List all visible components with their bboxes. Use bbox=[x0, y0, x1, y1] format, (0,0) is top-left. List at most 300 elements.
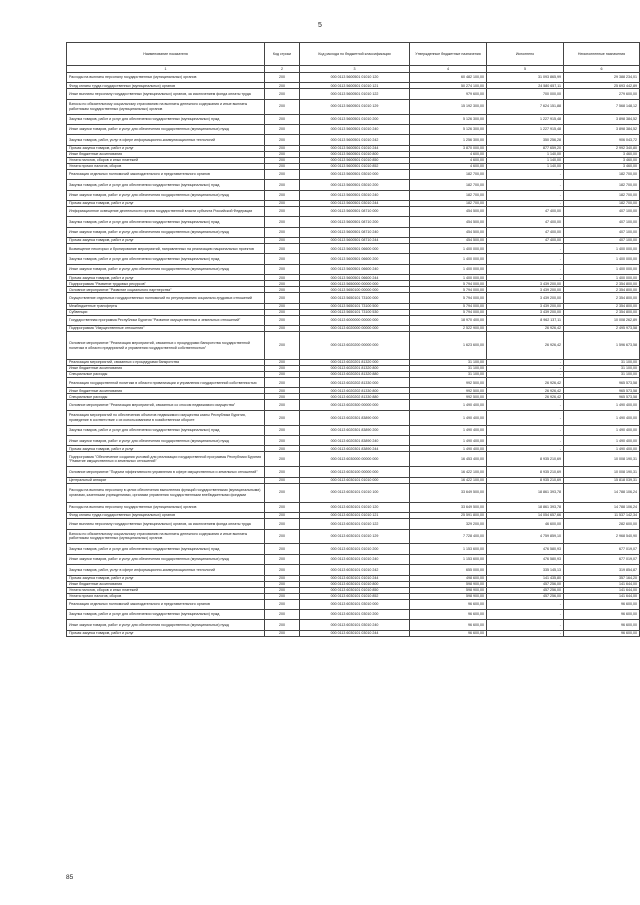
row-classification-cell: 000 0113 6030101 01010 850 bbox=[300, 587, 410, 593]
row-executed-cell: - bbox=[487, 372, 564, 378]
row-code-cell: 200 bbox=[265, 264, 300, 274]
row-approved-cell: 454 500,00 bbox=[410, 238, 487, 244]
row-code-cell: 200 bbox=[265, 227, 300, 237]
row-classification-cell: 000 0113 6020300 00000 000 bbox=[300, 400, 410, 410]
row-name-cell: Уплата налогов, сборов и иных платежей bbox=[67, 587, 265, 593]
row-code-cell: 200 bbox=[265, 309, 300, 315]
row-executed-cell: 3 439 200,00 bbox=[487, 293, 564, 303]
table-row bbox=[67, 483, 640, 502]
row-remaining-cell: 279 600,00 bbox=[564, 89, 640, 99]
row-approved-cell: 5 126 300,00 bbox=[410, 124, 487, 134]
table-row bbox=[67, 436, 640, 446]
row-executed-cell: - bbox=[487, 620, 564, 630]
row-executed-cell: 457 256,00 bbox=[487, 587, 564, 593]
row-remaining-cell: 96 600,00 bbox=[564, 620, 640, 630]
row-name-cell: Иные выплаты персоналу государственных (муниципальных) органов, за исключением фонда оплаты труда bbox=[67, 519, 265, 529]
row-executed-cell: 476 580,93 bbox=[487, 544, 564, 554]
row-executed-cell: - bbox=[487, 366, 564, 372]
row-executed-cell: 8 935 210,69 bbox=[487, 467, 564, 477]
table-row bbox=[67, 513, 640, 519]
table-row bbox=[67, 502, 640, 512]
row-approved-cell: 598 900,00 bbox=[410, 581, 487, 587]
row-code-cell: 200 bbox=[265, 372, 300, 378]
row-remaining-cell: 2 354 800,00 bbox=[564, 309, 640, 315]
row-approved-cell: 96 600,00 bbox=[410, 620, 487, 630]
row-classification-cell: 000 0113 5600501 08710 240 bbox=[300, 227, 410, 237]
table-row bbox=[67, 332, 640, 360]
row-remaining-cell: 1 490 400,00 bbox=[564, 400, 640, 410]
row-executed-cell: - bbox=[487, 275, 564, 281]
row-executed-cell: 18 861 393,78 bbox=[487, 502, 564, 512]
table-row bbox=[67, 293, 640, 303]
row-approved-cell: 25 591 800,00 bbox=[410, 513, 487, 519]
row-executed-cell: 47 400,00 bbox=[487, 206, 564, 216]
row-remaining-cell: 407 100,00 bbox=[564, 217, 640, 227]
header-approved: Утвержденные бюджетные назначения bbox=[410, 43, 487, 66]
row-approved-cell: 1 490 400,00 bbox=[410, 436, 487, 446]
table-row bbox=[67, 529, 640, 544]
table-row bbox=[67, 89, 640, 99]
row-approved-cell: 31 100,00 bbox=[410, 366, 487, 372]
row-approved-cell: 1 153 600,00 bbox=[410, 544, 487, 554]
row-executed-cell: - bbox=[487, 436, 564, 446]
row-name-cell: Иные бюджетные ассигнования bbox=[67, 366, 265, 372]
table-body bbox=[67, 73, 640, 637]
row-approved-cell: 16 422 100,00 bbox=[410, 467, 487, 477]
column-number: 2 bbox=[265, 66, 300, 73]
row-code-cell: 200 bbox=[265, 587, 300, 593]
row-classification-cell: 000 0113 6030101 01010 200 bbox=[300, 544, 410, 554]
row-remaining-cell: 96 600,00 bbox=[564, 609, 640, 619]
row-code-cell: 200 bbox=[265, 360, 300, 366]
row-approved-cell: 182 700,00 bbox=[410, 190, 487, 200]
row-remaining-cell: 2 354 800,00 bbox=[564, 303, 640, 309]
row-name-cell: Субвенции bbox=[67, 309, 265, 315]
row-classification-cell: 000 0113 6020000 00000 000 bbox=[300, 326, 410, 332]
row-executed-cell: - bbox=[487, 254, 564, 264]
row-remaining-cell: 319 854,87 bbox=[564, 565, 640, 575]
row-name-cell: Закупка товаров, работ и услуг для обеспечения государственных (муниципальных) нужд bbox=[67, 114, 265, 124]
row-classification-cell: 000 0113 6030101 01010 120 bbox=[300, 502, 410, 512]
row-classification-cell: 000 0113 5600501 06600 240 bbox=[300, 264, 410, 274]
row-executed-cell: - bbox=[487, 630, 564, 636]
row-remaining-cell: 31 100,00 bbox=[564, 366, 640, 372]
row-remaining-cell: 10 008 190,31 bbox=[564, 452, 640, 467]
row-remaining-cell: 1 490 400,00 bbox=[564, 410, 640, 425]
row-code-cell: 200 bbox=[265, 502, 300, 512]
row-code-cell: 200 bbox=[265, 303, 300, 309]
row-executed-cell: - bbox=[487, 264, 564, 274]
page-number: 5 bbox=[318, 22, 322, 29]
row-remaining-cell: 141 644,00 bbox=[564, 587, 640, 593]
table-row bbox=[67, 609, 640, 619]
table-row bbox=[67, 554, 640, 564]
row-remaining-cell: 25 693 442,89 bbox=[564, 83, 640, 89]
row-name-cell: Иные бюджетные ассигнования bbox=[67, 151, 265, 157]
row-executed-cell: 31 093 865,99 bbox=[487, 73, 564, 83]
row-code-cell: 200 bbox=[265, 169, 300, 179]
row-name-cell: Закупка товаров, работ, услуг в сфере информационно-коммуникационных технологий bbox=[67, 135, 265, 145]
table-row bbox=[67, 467, 640, 477]
row-classification-cell: 000 0113 6020301 83890 244 bbox=[300, 446, 410, 452]
row-executed-cell: 700 000,00 bbox=[487, 89, 564, 99]
row-approved-cell: 1 153 600,00 bbox=[410, 554, 487, 564]
row-remaining-cell: 1 400 000,00 bbox=[564, 264, 640, 274]
row-remaining-cell: 2 495 973,58 bbox=[564, 326, 640, 332]
column-number-row bbox=[67, 66, 640, 73]
row-code-cell: 200 bbox=[265, 519, 300, 529]
row-executed-cell: 26 926,42 bbox=[487, 326, 564, 332]
row-executed-cell: 335 145,13 bbox=[487, 565, 564, 575]
row-remaining-cell: 1 400 000,00 bbox=[564, 254, 640, 264]
row-name-cell: Реализация отдельных полномочий законодательного и представительного органов bbox=[67, 599, 265, 609]
row-name-cell: Закупка товаров, работ и услуг для обеспечения государственных (муниципальных) нужд bbox=[67, 544, 265, 554]
row-remaining-cell: 407 100,00 bbox=[564, 206, 640, 216]
row-executed-cell: 3 439 200,00 bbox=[487, 309, 564, 315]
row-remaining-cell: 182 700,00 bbox=[564, 200, 640, 206]
row-approved-cell: 96 600,00 bbox=[410, 609, 487, 619]
row-remaining-cell: 10 008 190,31 bbox=[564, 467, 640, 477]
row-remaining-cell: 14 788 106,24 bbox=[564, 483, 640, 502]
row-executed-cell: - bbox=[487, 425, 564, 435]
row-name-cell: Осуществление отдельных государственных полномочий по регулированию социально-трудовых отношений bbox=[67, 293, 265, 303]
row-name-cell: Прочая закупка товаров, работ и услуг bbox=[67, 200, 265, 206]
row-approved-cell: 1 490 400,00 bbox=[410, 446, 487, 452]
row-classification-cell: 000 0113 6020201 81320 880 bbox=[300, 372, 410, 378]
row-approved-cell: 4 600,00 bbox=[410, 163, 487, 169]
row-approved-cell: 2 522 900,00 bbox=[410, 326, 487, 332]
row-approved-cell: 1 400 000,00 bbox=[410, 254, 487, 264]
row-classification-cell: 000 0113 5600501 08710 244 bbox=[300, 238, 410, 244]
row-remaining-cell: 1 596 673,58 bbox=[564, 332, 640, 360]
row-code-cell: 200 bbox=[265, 114, 300, 124]
row-remaining-cell: 1 490 400,00 bbox=[564, 425, 640, 435]
row-approved-cell: 1 256 300,00 bbox=[410, 135, 487, 145]
row-approved-cell: 5 794 000,00 bbox=[410, 287, 487, 293]
row-remaining-cell: 182 700,00 bbox=[564, 169, 640, 179]
row-classification-cell: 000 0113 5650101 73100 000 bbox=[300, 293, 410, 303]
row-name-cell: Основное мероприятие "Подъем эффективности управления в сфере имущественных и земельных отношений" bbox=[67, 467, 265, 477]
row-code-cell: 200 bbox=[265, 315, 300, 325]
row-remaining-cell: 31 100,00 bbox=[564, 360, 640, 366]
row-name-cell: Реализация государственной политики в области приватизации и управления государственной собственностью bbox=[67, 378, 265, 388]
row-name-cell: Иные бюджетные ассигнования bbox=[67, 388, 265, 394]
row-approved-cell: 5 794 000,00 bbox=[410, 303, 487, 309]
row-name-cell: Подпрограмма "Имущественные отношения" bbox=[67, 326, 265, 332]
row-executed-cell: 350 256,28 bbox=[487, 135, 564, 145]
row-classification-cell: 000 0113 5600501 08710 200 bbox=[300, 217, 410, 227]
row-executed-cell: - bbox=[487, 360, 564, 366]
row-remaining-cell: 407 100,00 bbox=[564, 238, 640, 244]
row-code-cell: 200 bbox=[265, 238, 300, 244]
table-row bbox=[67, 264, 640, 274]
row-name-cell: Основное мероприятие "Реализация мероприятий, связанных с процедурами банкротства государственной политики в области предприятий и управления государственной собственностью" bbox=[67, 332, 265, 360]
row-approved-cell: 182 700,00 bbox=[410, 180, 487, 190]
row-approved-cell: 598 900,00 bbox=[410, 593, 487, 599]
row-approved-cell: 498 600,00 bbox=[410, 575, 487, 581]
table-row bbox=[67, 599, 640, 609]
row-approved-cell: 1 400 000,00 bbox=[410, 264, 487, 274]
row-executed-cell: 8 935 210,69 bbox=[487, 477, 564, 483]
row-code-cell: 200 bbox=[265, 293, 300, 303]
row-name-cell: Расходы на выплаты персоналу государственных (муниципальных) органов bbox=[67, 502, 265, 512]
row-name-cell: Реализация мероприятий по обеспечению объектов недвижимого имущества казны Республики Бурятия, проведение в соответствие с их использованием в хозяйственном обороте bbox=[67, 410, 265, 425]
row-classification-cell: 000 0113 6020201 81320 000 bbox=[300, 360, 410, 366]
row-classification-cell: 000 0113 6030101 03010 240 bbox=[300, 620, 410, 630]
row-classification-cell: 000 0113 6030101 01010 129 bbox=[300, 529, 410, 544]
row-classification-cell: 000 0113 5600501 06600 000 bbox=[300, 244, 410, 254]
column-number: 6 bbox=[564, 66, 640, 73]
row-executed-cell: 3 439 200,00 bbox=[487, 287, 564, 293]
row-executed-cell: - bbox=[487, 190, 564, 200]
row-classification-cell: 000 0113 6030101 01010 244 bbox=[300, 575, 410, 581]
row-executed-cell: 1 227 915,48 bbox=[487, 114, 564, 124]
row-remaining-cell: 182 700,00 bbox=[564, 180, 640, 190]
row-code-cell: 200 bbox=[265, 575, 300, 581]
row-code-cell: 200 bbox=[265, 630, 300, 636]
header-classification: Код расхода по бюджетной классификации bbox=[300, 43, 410, 66]
table-row bbox=[67, 227, 640, 237]
row-executed-cell: 476 580,93 bbox=[487, 554, 564, 564]
row-name-cell: Уплата прочих налогов, сборов bbox=[67, 163, 265, 169]
row-code-cell: 200 bbox=[265, 157, 300, 163]
row-code-cell: 200 bbox=[265, 378, 300, 388]
row-code-cell: 200 bbox=[265, 400, 300, 410]
row-code-cell: 200 bbox=[265, 581, 300, 587]
row-code-cell: 200 bbox=[265, 410, 300, 425]
row-approved-cell: 329 200,00 bbox=[410, 519, 487, 529]
row-remaining-cell: 15 818 039,31 bbox=[564, 477, 640, 483]
row-approved-cell: 3 870 000,00 bbox=[410, 145, 487, 151]
row-remaining-cell: 10 008 262,89 bbox=[564, 315, 640, 325]
row-code-cell: 200 bbox=[265, 89, 300, 99]
row-classification-cell: 000 0113 5650101 73100 530 bbox=[300, 309, 410, 315]
row-name-cell: Реализация мероприятий, связанных с процедурами банкротства bbox=[67, 360, 265, 366]
row-remaining-cell: 3 898 384,52 bbox=[564, 124, 640, 134]
row-executed-cell: 1 140,00 bbox=[487, 157, 564, 163]
table-row bbox=[67, 287, 640, 293]
row-remaining-cell: 2 354 800,00 bbox=[564, 287, 640, 293]
row-name-cell: Подпрограмма "Развитие трудовых ресурсов" bbox=[67, 281, 265, 287]
row-remaining-cell: 182 700,00 bbox=[564, 190, 640, 200]
row-code-cell: 200 bbox=[265, 599, 300, 609]
table-header-row bbox=[67, 43, 640, 66]
row-name-cell: Иные бюджетные ассигнования bbox=[67, 581, 265, 587]
row-name-cell: Возмещение некоторых и бронирование мероприятий, направленных на реализацию национальных проектов bbox=[67, 244, 265, 254]
row-executed-cell: - bbox=[487, 400, 564, 410]
row-executed-cell: 1 140,00 bbox=[487, 151, 564, 157]
row-classification-cell: 000 0113 5650000 00000 000 bbox=[300, 281, 410, 287]
row-remaining-cell: 2 992 340,80 bbox=[564, 145, 640, 151]
table-row bbox=[67, 565, 640, 575]
row-approved-cell: 96 600,00 bbox=[410, 599, 487, 609]
row-classification-cell: 000 0113 6020301 83890 000 bbox=[300, 410, 410, 425]
row-classification-cell: 000 0113 6030000 00000 000 bbox=[300, 452, 410, 467]
row-executed-cell: 1 227 915,48 bbox=[487, 124, 564, 134]
table-row bbox=[67, 452, 640, 467]
row-code-cell: 200 bbox=[265, 593, 300, 599]
row-approved-cell: 1 623 600,00 bbox=[410, 332, 487, 360]
row-classification-cell: 000 0113 5600501 08710 000 bbox=[300, 206, 410, 216]
row-remaining-cell: 3 460,00 bbox=[564, 157, 640, 163]
table-row bbox=[67, 73, 640, 83]
row-executed-cell: 24 580 657,11 bbox=[487, 83, 564, 89]
footer-number: 85 bbox=[66, 874, 74, 881]
row-code-cell: 200 bbox=[265, 513, 300, 519]
table-row bbox=[67, 180, 640, 190]
row-code-cell: 200 bbox=[265, 163, 300, 169]
row-approved-cell: 979 600,00 bbox=[410, 89, 487, 99]
table-row bbox=[67, 124, 640, 134]
row-remaining-cell: 141 644,00 bbox=[564, 593, 640, 599]
row-executed-cell: 47 400,00 bbox=[487, 227, 564, 237]
row-classification-cell: 000 0113 6030101 01010 240 bbox=[300, 554, 410, 564]
row-executed-cell: 46 600,00 bbox=[487, 519, 564, 529]
row-code-cell: 200 bbox=[265, 388, 300, 394]
row-name-cell: Иные закупки товаров, работ и услуг для обеспечения государственных (муниципальных) нужд bbox=[67, 554, 265, 564]
table-row bbox=[67, 99, 640, 114]
row-executed-cell: - bbox=[487, 446, 564, 452]
row-remaining-cell: 3 460,00 bbox=[564, 163, 640, 169]
row-name-cell: Прочая закупка товаров, работ и услуг bbox=[67, 238, 265, 244]
column-number: 3 bbox=[300, 66, 410, 73]
row-remaining-cell: 2 968 540,90 bbox=[564, 529, 640, 544]
row-executed-cell: 141 435,80 bbox=[487, 575, 564, 581]
row-approved-cell: 15 192 300,00 bbox=[410, 99, 487, 114]
table-row bbox=[67, 217, 640, 227]
row-code-cell: 200 bbox=[265, 366, 300, 372]
row-approved-cell: 4 600,00 bbox=[410, 151, 487, 157]
row-code-cell: 200 bbox=[265, 83, 300, 89]
table-row bbox=[67, 135, 640, 145]
row-classification-cell: 000 0113 5600501 01010 122 bbox=[300, 89, 410, 99]
row-executed-cell: - bbox=[487, 599, 564, 609]
row-approved-cell: 33 649 500,00 bbox=[410, 483, 487, 502]
row-remaining-cell: 7 568 148,12 bbox=[564, 99, 640, 114]
row-remaining-cell: 965 573,58 bbox=[564, 394, 640, 400]
row-remaining-cell: 282 600,00 bbox=[564, 519, 640, 529]
row-classification-cell: 000 0113 6030101 01010 122 bbox=[300, 519, 410, 529]
row-classification-cell: 000 0113 6030101 03010 244 bbox=[300, 630, 410, 636]
row-name-cell: Подпрограмма "Обеспечение создания условий для реализации государственной программы Республики Бурятия "Развитие имущественных и земельных отношений" bbox=[67, 452, 265, 467]
row-code-cell: 200 bbox=[265, 436, 300, 446]
row-code-cell: 200 bbox=[265, 326, 300, 332]
row-name-cell: Прочая закупка товаров, работ и услуг bbox=[67, 275, 265, 281]
row-classification-cell: 000 0113 6030101 01010 242 bbox=[300, 565, 410, 575]
row-approved-cell: 182 700,00 bbox=[410, 169, 487, 179]
row-approved-cell: 5 794 000,00 bbox=[410, 309, 487, 315]
row-code-cell: 200 bbox=[265, 565, 300, 575]
row-code-cell: 200 bbox=[265, 217, 300, 227]
row-remaining-cell: 1 400 000,00 bbox=[564, 244, 640, 254]
row-remaining-cell: 96 600,00 bbox=[564, 630, 640, 636]
row-executed-cell: 3 439 200,00 bbox=[487, 281, 564, 287]
row-code-cell: 200 bbox=[265, 620, 300, 630]
row-remaining-cell: 1 400 000,00 bbox=[564, 275, 640, 281]
table-row bbox=[67, 244, 640, 254]
row-approved-cell: 1 490 400,00 bbox=[410, 410, 487, 425]
row-code-cell: 200 bbox=[265, 332, 300, 360]
row-name-cell: Специальные расходы bbox=[67, 372, 265, 378]
row-code-cell: 200 bbox=[265, 544, 300, 554]
table-row bbox=[67, 425, 640, 435]
table-row bbox=[67, 400, 640, 410]
row-code-cell: 200 bbox=[265, 529, 300, 544]
row-remaining-cell: 906 043,72 bbox=[564, 135, 640, 145]
row-approved-cell: 992 500,00 bbox=[410, 394, 487, 400]
row-remaining-cell: 3 898 384,52 bbox=[564, 114, 640, 124]
row-code-cell: 200 bbox=[265, 467, 300, 477]
row-remaining-cell: 29 388 234,01 bbox=[564, 73, 640, 83]
row-remaining-cell: 2 354 800,00 bbox=[564, 293, 640, 303]
row-classification-cell: 000 0113 5600501 01010 244 bbox=[300, 145, 410, 151]
row-classification-cell: 000 0113 5600501 03010 000 bbox=[300, 169, 410, 179]
row-approved-cell: 60 482 100,00 bbox=[410, 73, 487, 83]
header-remaining: Неисполненные назначения bbox=[564, 43, 640, 66]
row-approved-cell: 655 000,00 bbox=[410, 565, 487, 575]
row-approved-cell: 5 794 000,00 bbox=[410, 281, 487, 287]
row-approved-cell: 96 600,00 bbox=[410, 630, 487, 636]
row-approved-cell: 33 649 500,00 bbox=[410, 502, 487, 512]
row-executed-cell: - bbox=[487, 410, 564, 425]
report-sheet bbox=[66, 42, 639, 637]
row-classification-cell: 000 0113 5650101 73100 500 bbox=[300, 303, 410, 309]
row-classification-cell: 000 0113 6030101 03010 200 bbox=[300, 609, 410, 619]
row-executed-cell: 47 400,00 bbox=[487, 217, 564, 227]
row-name-cell: Основное мероприятие "Развитие социального партнерства" bbox=[67, 287, 265, 293]
row-code-cell: 200 bbox=[265, 554, 300, 564]
row-classification-cell: 000 0113 6020200 00000 000 bbox=[300, 332, 410, 360]
row-code-cell: 200 bbox=[265, 145, 300, 151]
row-approved-cell: 454 500,00 bbox=[410, 206, 487, 216]
row-executed-cell: - bbox=[487, 244, 564, 254]
row-name-cell: Взносы по обязательному социальному страхованию на выплаты денежного содержания и иные выплаты работникам государственных (муниципальных) органов bbox=[67, 99, 265, 114]
row-approved-cell: 31 100,00 bbox=[410, 372, 487, 378]
row-remaining-cell: 31 100,00 bbox=[564, 372, 640, 378]
row-approved-cell: 4 600,00 bbox=[410, 157, 487, 163]
row-classification-cell: 000 0113 5600501 01010 121 bbox=[300, 83, 410, 89]
row-code-cell: 200 bbox=[265, 394, 300, 400]
row-code-cell: 200 bbox=[265, 483, 300, 502]
row-code-cell: 200 bbox=[265, 206, 300, 216]
row-classification-cell: 000 0113 5600501 03010 200 bbox=[300, 180, 410, 190]
row-code-cell: 200 bbox=[265, 275, 300, 281]
row-executed-cell: 18 861 393,78 bbox=[487, 483, 564, 502]
row-code-cell: 200 bbox=[265, 124, 300, 134]
row-executed-cell: 1 140,00 bbox=[487, 163, 564, 169]
row-classification-cell: 000 0113 5600501 01010 240 bbox=[300, 124, 410, 134]
row-remaining-cell: 1 490 400,00 bbox=[564, 446, 640, 452]
row-name-cell: Закупка товаров, работ и услуг для обеспечения государственных (муниципальных) нужд bbox=[67, 254, 265, 264]
row-approved-cell: 18 970 400,00 bbox=[410, 315, 487, 325]
row-name-cell: Иные закупки товаров, работ и услуг для обеспечения государственных (муниципальных) нужд bbox=[67, 436, 265, 446]
row-name-cell: Уплата налогов, сборов и иных платежей bbox=[67, 157, 265, 163]
row-classification-cell: 000 0113 5600501 06600 200 bbox=[300, 254, 410, 264]
row-approved-cell: 454 500,00 bbox=[410, 227, 487, 237]
table-row bbox=[67, 206, 640, 216]
row-name-cell: Закупка товаров, работ и услуг для обеспечения государственных (муниципальных) нужд bbox=[67, 180, 265, 190]
row-name-cell: Иные закупки товаров, работ и услуг для обеспечения государственных (муниципальных) нужд bbox=[67, 190, 265, 200]
row-name-cell: Иные закупки товаров, работ и услуг для обеспечения государственных (муниципальных) нужд bbox=[67, 227, 265, 237]
row-classification-cell: 000 0113 5600501 01010 850 bbox=[300, 157, 410, 163]
row-remaining-cell: 965 573,58 bbox=[564, 388, 640, 394]
table-row bbox=[67, 83, 640, 89]
row-executed-cell: 26 926,42 bbox=[487, 332, 564, 360]
row-approved-cell: 50 274 100,00 bbox=[410, 83, 487, 89]
row-classification-cell: 000 0113 5600501 01010 200 bbox=[300, 114, 410, 124]
row-remaining-cell: 2 354 800,00 bbox=[564, 281, 640, 287]
row-approved-cell: 454 500,00 bbox=[410, 217, 487, 227]
